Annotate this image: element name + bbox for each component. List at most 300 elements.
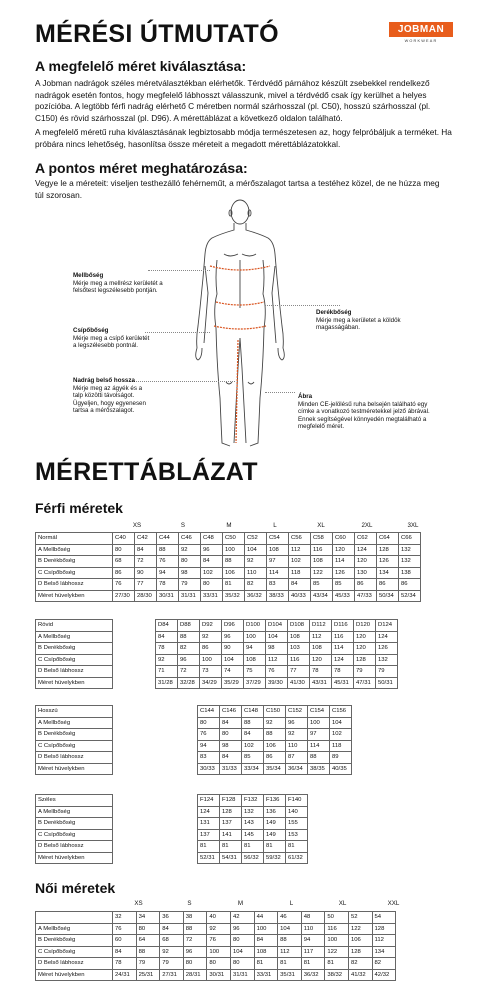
table-cell: 48 <box>301 912 325 924</box>
table-cell: 30/31 <box>157 590 179 602</box>
table-cell: 92 <box>200 631 222 643</box>
row-label: Hosszú <box>36 706 113 718</box>
table-cell <box>155 841 176 853</box>
table-cell <box>113 717 135 729</box>
men-normal-table <box>35 532 421 602</box>
table-cell: 90 <box>135 567 157 579</box>
table-cell: 78 <box>156 643 178 655</box>
table-cell <box>374 706 395 718</box>
table-cell: 124 <box>376 631 398 643</box>
section-heading-choose-size: A megfelelő méret kiválasztása: <box>35 58 247 74</box>
table-cell: C56 <box>289 533 311 545</box>
table-cell: 106 <box>264 740 286 752</box>
table-cell: 124 <box>332 654 354 666</box>
table-cell <box>351 795 372 807</box>
table-cell <box>134 631 156 643</box>
table-cell: 118 <box>289 567 311 579</box>
table-cell <box>113 631 135 643</box>
table-cell: 38/32 <box>325 969 349 981</box>
table-cell: 35/31 <box>278 969 302 981</box>
table-cell <box>113 806 135 818</box>
table-cell: F140 <box>286 795 308 807</box>
row-label: A Mellbőség <box>36 631 113 643</box>
table-cell: 72 <box>178 666 200 678</box>
table-cell: D88 <box>178 620 200 632</box>
table-cell <box>134 677 156 689</box>
table-cell: C46 <box>179 533 201 545</box>
table-cell: C52 <box>245 533 267 545</box>
table-cell: 52/31 <box>198 852 220 864</box>
table-cell: 112 <box>310 631 332 643</box>
row-label: D Belső lábhossz <box>36 666 113 678</box>
table-cell: 35/32 <box>223 590 245 602</box>
table-cell: 81 <box>254 958 278 970</box>
label-chest <box>73 272 168 295</box>
table-cell: 47/33 <box>355 590 377 602</box>
table-cell <box>134 752 155 764</box>
table-cell <box>134 818 155 830</box>
table-cell <box>398 666 420 678</box>
table-cell <box>372 806 393 818</box>
table-cell: 116 <box>325 923 349 935</box>
table-cell <box>308 818 330 830</box>
table-cell: 83 <box>198 752 220 764</box>
table-cell: 50 <box>325 912 349 924</box>
table-row <box>36 666 420 678</box>
table-cell: 72 <box>183 935 207 947</box>
table-cell <box>308 852 330 864</box>
table-cell: 80 <box>136 923 160 935</box>
table-cell: 38 <box>183 912 207 924</box>
table-cell: 106 <box>348 935 372 947</box>
table-cell: 84 <box>156 631 178 643</box>
table-cell: 143 <box>242 818 264 830</box>
table-cell: 72 <box>135 556 157 568</box>
table-row <box>36 763 416 775</box>
size-group-label: M <box>226 522 232 529</box>
table-cell: 108 <box>244 654 266 666</box>
table-cell: 31/31 <box>230 969 254 981</box>
table-cell: 120 <box>355 556 377 568</box>
table-cell: 104 <box>266 631 288 643</box>
size-group-label: XL <box>338 900 347 907</box>
table-cell: 116 <box>311 544 333 556</box>
table-cell: 34 <box>136 912 160 924</box>
table-cell: 94 <box>157 567 179 579</box>
table-cell: 130 <box>355 567 377 579</box>
table-cell <box>393 818 414 830</box>
table-cell: D108 <box>288 620 310 632</box>
table-cell <box>393 829 414 841</box>
table-cell: 27/31 <box>160 969 184 981</box>
table-cell: D92 <box>200 620 222 632</box>
table-cell <box>176 717 198 729</box>
table-cell: C58 <box>311 533 333 545</box>
table-row <box>36 852 414 864</box>
table-cell: 120 <box>310 654 332 666</box>
size-group-label: XS <box>132 522 142 529</box>
table-cell <box>176 795 198 807</box>
table-cell: 81 <box>242 841 264 853</box>
table-cell: 126 <box>377 556 399 568</box>
table-cell: 92 <box>179 544 201 556</box>
table-cell: 79 <box>160 958 184 970</box>
table-cell: 32 <box>113 912 137 924</box>
table-cell: 114 <box>308 740 330 752</box>
row-label: D Belső lábhossz <box>36 841 113 853</box>
table-cell: 54 <box>372 912 396 924</box>
table-cell: 79 <box>376 666 398 678</box>
table-cell: C42 <box>135 533 157 545</box>
table-cell <box>155 763 176 775</box>
table-cell: 104 <box>330 717 352 729</box>
table-cell <box>134 654 156 666</box>
table-cell: 122 <box>348 923 372 935</box>
table-cell <box>351 806 372 818</box>
table-cell: 76 <box>207 935 231 947</box>
label-inseam <box>73 377 153 415</box>
table-cell: C48 <box>201 533 223 545</box>
table-cell: 40/35 <box>330 763 352 775</box>
table-cell <box>351 852 372 864</box>
table-cell: 87 <box>286 752 308 764</box>
label-waist <box>316 309 401 332</box>
table-row <box>36 752 416 764</box>
table-cell: 94 <box>301 935 325 947</box>
table-cell <box>330 841 351 853</box>
table-cell <box>352 706 374 718</box>
size-group-label: 2XL <box>361 522 373 529</box>
table-row <box>36 717 416 729</box>
table-cell: 33/34 <box>242 763 264 775</box>
table-cell: 100 <box>207 946 231 958</box>
size-group-label: L <box>289 900 294 907</box>
table-cell <box>134 763 155 775</box>
table-cell: F136 <box>264 795 286 807</box>
table-cell <box>395 763 416 775</box>
table-cell: 122 <box>325 946 349 958</box>
table-cell: 28/31 <box>183 969 207 981</box>
table-cell <box>113 752 135 764</box>
row-label: C Csípőbőség <box>36 740 113 752</box>
table-cell <box>176 729 198 741</box>
table-cell: C144 <box>198 706 220 718</box>
table-cell: 50/34 <box>377 590 399 602</box>
table-cell: 84 <box>254 935 278 947</box>
table-cell: 112 <box>278 946 302 958</box>
table-cell: 81 <box>198 841 220 853</box>
table-cell <box>155 852 176 864</box>
label-hip <box>73 327 153 350</box>
table-cell: 102 <box>201 567 223 579</box>
row-label: Normál <box>36 533 113 545</box>
label-inseam-title: Nadrág belső hossza <box>73 377 135 384</box>
table-row <box>36 969 396 981</box>
table-cell: 79 <box>136 958 160 970</box>
table-cell <box>374 763 395 775</box>
table-cell: C66 <box>399 533 421 545</box>
table-cell <box>113 666 135 678</box>
table-cell <box>351 841 372 853</box>
table-cell: 124 <box>355 544 377 556</box>
section-text-1: A Jobman nadrágok széles méretválasztékban elérhetők. Térdvédő párnához készült zsebekkel rendelkező nadrágok esetén fontos, hogy megfelelő lábhosszt válasszunk, mivel a térdvédő csak így kerülhet a helyes pozícióba. A legtöbb férfi nadrág elérhető C méretben normál szárhosszal (pl. C50), hosszú szárhosszal (pl. C150) és rövid szárhosszal (pl. D96). A mérettáblázat a következő oldalon található. <box>35 78 431 123</box>
table-cell: 74 <box>222 666 244 678</box>
table-cell: 110 <box>245 567 267 579</box>
table-cell: C54 <box>267 533 289 545</box>
table-cell: 60 <box>113 935 137 947</box>
table-row <box>36 946 396 958</box>
table-cell: 92 <box>286 729 308 741</box>
size-group-label: XS <box>134 900 143 907</box>
table-cell <box>134 841 155 853</box>
table-cell: 84 <box>135 544 157 556</box>
table-cell <box>393 841 414 853</box>
table-cell <box>352 763 374 775</box>
table-cell: C156 <box>330 706 352 718</box>
table-cell: 104 <box>222 654 244 666</box>
table-cell: C146 <box>220 706 242 718</box>
table-cell: F128 <box>220 795 242 807</box>
table-cell: 114 <box>267 567 289 579</box>
table-cell: 96 <box>230 923 254 935</box>
table-row <box>36 729 416 741</box>
table-cell: 96 <box>183 946 207 958</box>
table-cell <box>113 795 135 807</box>
table-cell: 114 <box>333 556 355 568</box>
table-cell: 42 <box>230 912 254 924</box>
row-label: D Belső lábhossz <box>36 579 113 591</box>
table-cell <box>374 717 395 729</box>
table-cell: 36/32 <box>245 590 267 602</box>
table-cell: 28/30 <box>135 590 157 602</box>
table-cell: 81 <box>301 958 325 970</box>
table-cell: 36/34 <box>286 763 308 775</box>
table-cell <box>134 666 156 678</box>
table-cell: 134 <box>372 946 396 958</box>
jobman-logo-sub: WORKWEAR <box>404 39 438 43</box>
table-cell: 35/34 <box>264 763 286 775</box>
row-label: A Mellbőség <box>36 806 113 818</box>
table-cell: 30/31 <box>207 969 231 981</box>
table-cell <box>352 752 374 764</box>
table-cell: 31/33 <box>220 763 242 775</box>
table-cell: 108 <box>254 946 278 958</box>
table-cell: C148 <box>242 706 264 718</box>
table-cell: 128 <box>372 923 396 935</box>
table-cell: 120 <box>354 643 376 655</box>
table-cell: 84 <box>289 579 311 591</box>
table-cell: 96 <box>201 544 223 556</box>
table-cell: 86 <box>113 567 135 579</box>
row-label: B Derékbőség <box>36 556 113 568</box>
table-cell <box>113 818 135 830</box>
table-cell: 82 <box>178 643 200 655</box>
table-cell: 120 <box>333 544 355 556</box>
table-cell: 117 <box>301 946 325 958</box>
table-cell <box>393 795 414 807</box>
row-label: B Derékbőség <box>36 935 113 947</box>
table-cell: 92 <box>245 556 267 568</box>
table-cell: 80 <box>183 958 207 970</box>
size-group-label: L <box>273 522 277 529</box>
men-long-table <box>35 705 416 775</box>
table-cell: 80 <box>179 556 201 568</box>
table-cell <box>176 818 198 830</box>
table-cell <box>372 795 393 807</box>
table-cell <box>330 829 351 841</box>
table-cell: 86 <box>399 579 421 591</box>
table-cell <box>155 818 176 830</box>
table-cell: 68 <box>113 556 135 568</box>
table-cell <box>398 654 420 666</box>
table-cell <box>395 740 416 752</box>
table-cell: 110 <box>286 740 308 752</box>
table-cell: 79 <box>179 579 201 591</box>
table-row <box>36 923 396 935</box>
table-cell: 64 <box>136 935 160 947</box>
table-cell: 98 <box>266 643 288 655</box>
table-row <box>36 579 421 591</box>
table-cell: 88 <box>308 752 330 764</box>
table-cell: 46 <box>278 912 302 924</box>
table-cell: D120 <box>354 620 376 632</box>
table-cell <box>155 829 176 841</box>
table-cell: C60 <box>333 533 355 545</box>
row-label: A Mellbőség <box>36 544 113 556</box>
table-cell <box>330 852 351 864</box>
table-cell: 108 <box>267 544 289 556</box>
table-cell <box>113 729 135 741</box>
table-cell: 85 <box>242 752 264 764</box>
table-cell: C64 <box>377 533 399 545</box>
table-cell <box>134 706 155 718</box>
table-cell: 100 <box>308 717 330 729</box>
table-cell <box>398 620 420 632</box>
table-cell <box>134 852 155 864</box>
label-hip-title: Csípőbőség <box>73 327 109 334</box>
table-cell: 131 <box>198 818 220 830</box>
table-cell: 103 <box>288 643 310 655</box>
table-row <box>36 935 396 947</box>
table-cell <box>374 740 395 752</box>
table-cell: D116 <box>332 620 354 632</box>
table-cell <box>155 795 176 807</box>
table-cell: 80 <box>220 729 242 741</box>
table-row <box>36 740 416 752</box>
table-cell: 138 <box>399 567 421 579</box>
table-cell: 25/31 <box>136 969 160 981</box>
table-cell <box>155 806 176 818</box>
table-cell <box>113 829 135 841</box>
size-group-label: S <box>180 522 186 529</box>
row-label: Méret hüvelykben <box>36 677 113 689</box>
table-cell: 106 <box>223 567 245 579</box>
table-cell <box>308 829 330 841</box>
table-cell: 100 <box>223 544 245 556</box>
table-cell: C40 <box>113 533 135 545</box>
table-cell <box>176 841 198 853</box>
table-cell: 82 <box>372 958 396 970</box>
table-cell: 149 <box>264 829 286 841</box>
table-cell: 108 <box>310 643 332 655</box>
table-cell: 31/28 <box>156 677 178 689</box>
table-cell: 132 <box>399 544 421 556</box>
table-cell <box>395 717 416 729</box>
men-short-table <box>35 619 420 689</box>
table-cell <box>176 852 198 864</box>
table-cell <box>155 717 176 729</box>
table-cell: 92 <box>156 654 178 666</box>
table-cell: 132 <box>399 556 421 568</box>
section-text-2: A megfelelő méretű ruha kiválasztásának legbiztosabb módja természetesen az, hogy felpróbáljuk a terméket. Ha próbára nincs lehetőség, hasonlítsa össze méreteit a megadott mérettáblázatokkal. <box>35 127 452 149</box>
row-label: D Belső lábhossz <box>36 752 113 764</box>
table-cell <box>374 729 395 741</box>
table-cell: 24/31 <box>113 969 137 981</box>
table-cell <box>155 706 176 718</box>
table-cell: 102 <box>330 729 352 741</box>
table-cell: 84 <box>242 729 264 741</box>
table-cell: 77 <box>288 666 310 678</box>
table-cell <box>113 706 135 718</box>
table-cell: 100 <box>325 935 349 947</box>
table-cell: 90 <box>222 643 244 655</box>
table-cell: 43/31 <box>310 677 332 689</box>
table-cell: C62 <box>355 533 377 545</box>
table-cell: 80 <box>207 958 231 970</box>
table-cell: 155 <box>286 818 308 830</box>
table-cell <box>374 752 395 764</box>
table-cell: 61/32 <box>286 852 308 864</box>
table-cell: 32/28 <box>178 677 200 689</box>
table-cell <box>395 706 416 718</box>
table-cell <box>113 841 135 853</box>
table-cell: D100 <box>244 620 266 632</box>
table-cell <box>113 852 135 864</box>
table-cell: 108 <box>311 556 333 568</box>
table-cell: 140 <box>286 806 308 818</box>
table-cell: 82 <box>245 579 267 591</box>
table-cell: 124 <box>198 806 220 818</box>
table-cell <box>134 829 155 841</box>
table-cell: 43/34 <box>311 590 333 602</box>
table-cell: 118 <box>330 740 352 752</box>
table-cell <box>113 643 135 655</box>
table-cell: D104 <box>266 620 288 632</box>
table-cell: 27/30 <box>113 590 135 602</box>
table-cell <box>155 740 176 752</box>
table-header-row <box>36 706 416 718</box>
table-cell: 92 <box>207 923 231 935</box>
table-cell: 128 <box>354 654 376 666</box>
table-row <box>36 818 414 830</box>
table-cell: 31/31 <box>179 590 201 602</box>
table-cell: 78 <box>157 579 179 591</box>
table-cell: 88 <box>242 717 264 729</box>
table-cell: 114 <box>332 643 354 655</box>
table-row <box>36 567 421 579</box>
jobman-logo: JOBMAN <box>389 22 453 37</box>
row-label: B Derékbőség <box>36 643 113 655</box>
table-cell: 52/34 <box>399 590 421 602</box>
table-cell: 37/29 <box>244 677 266 689</box>
table-cell: 104 <box>230 946 254 958</box>
row-label: A Mellbőség <box>36 717 113 729</box>
table-cell: 71 <box>156 666 178 678</box>
table-cell <box>308 841 330 853</box>
table-cell: 76 <box>157 556 179 568</box>
table-cell: 35/29 <box>222 677 244 689</box>
table-cell: 96 <box>178 654 200 666</box>
